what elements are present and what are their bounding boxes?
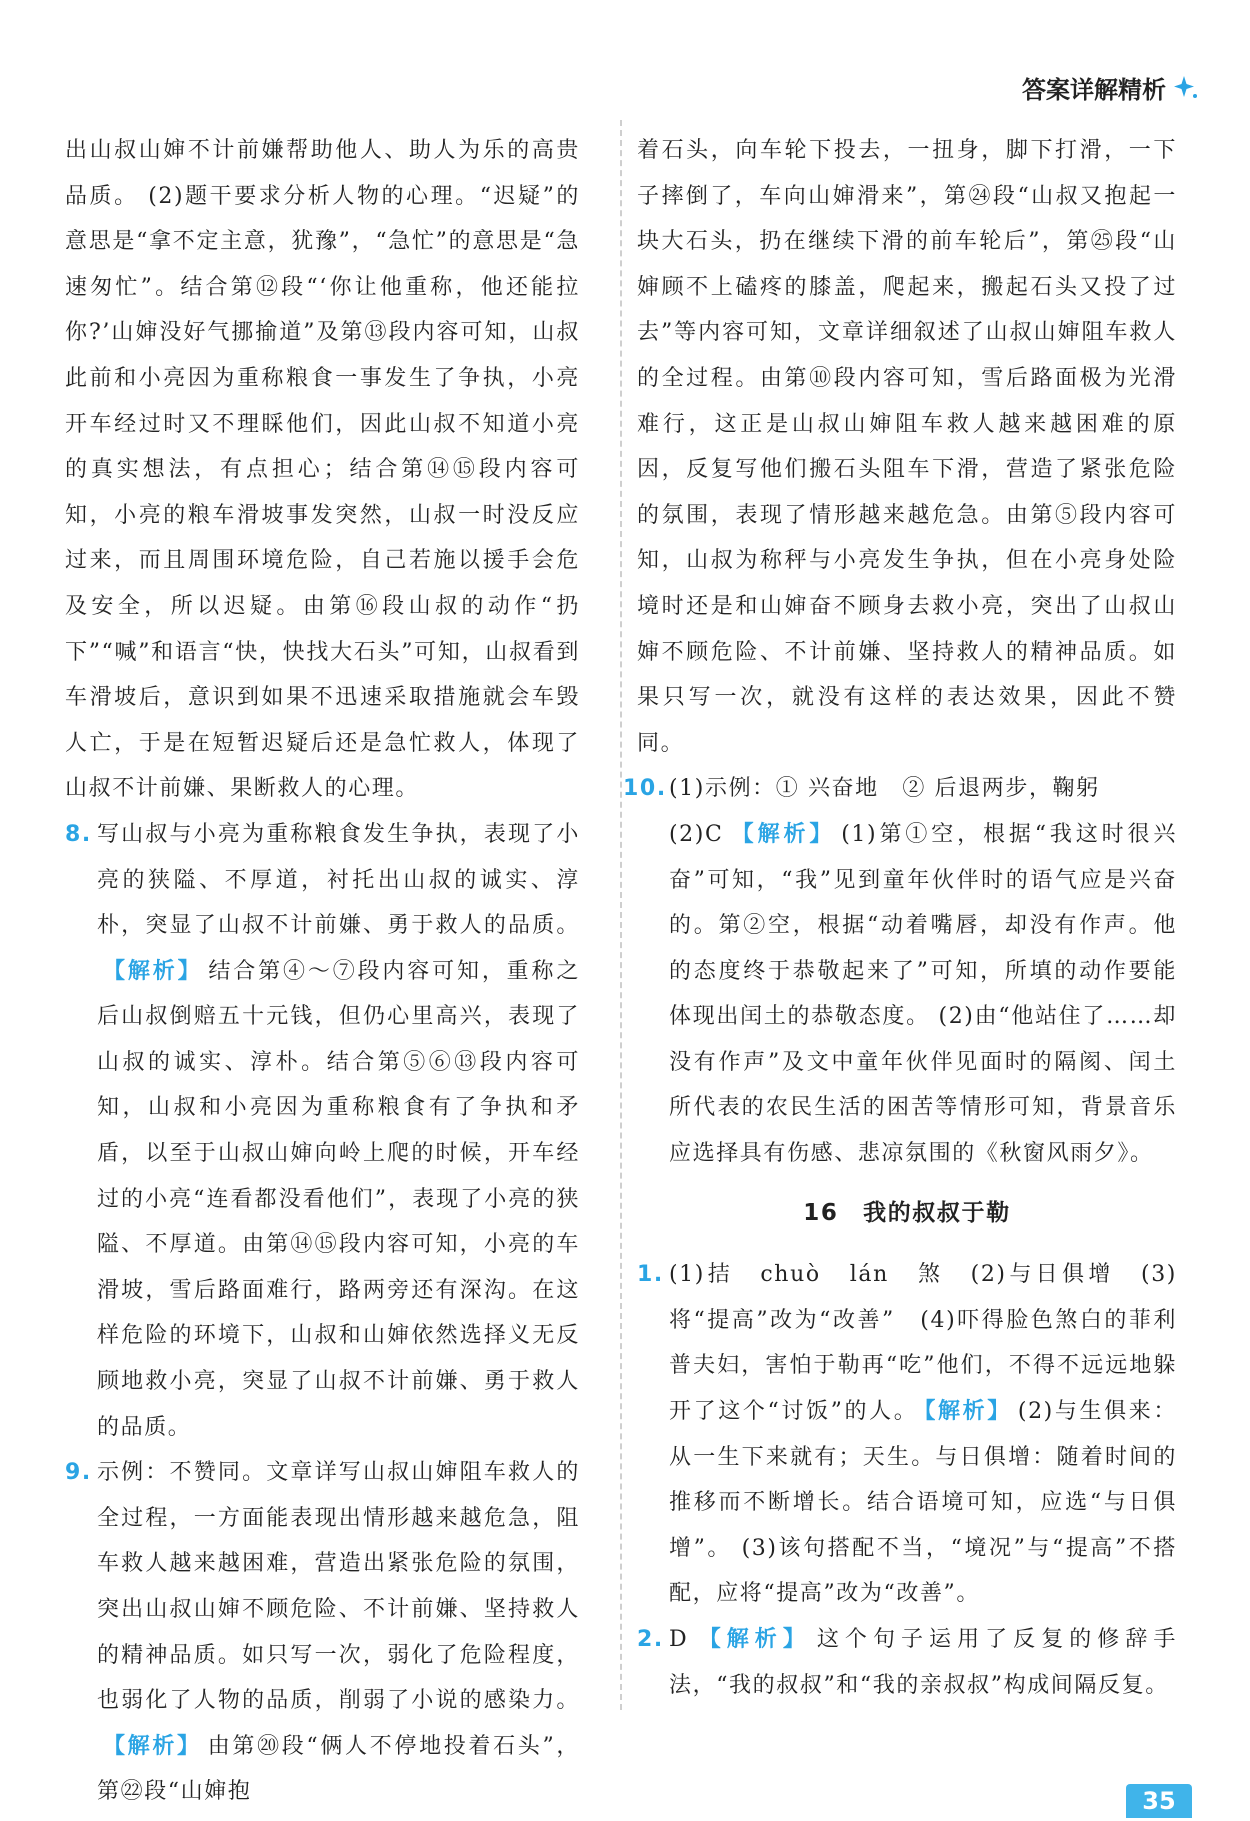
answer-9	[65, 1450, 580, 1815]
answer-7-continued: 出山叔山婶不计前嫌帮助他人、助人为乐的高贵品质。 (2)题干要求分析人物的心理。“迟疑”的意思是“拿不定主意，犹豫”，“急忙”的意思是“急速匆忙”。结合第⑫段“‘你让他重称，他还能拉你?’山婶没好气挪揄道”及第⑬段内容可知，山叔此前和小亮因为重称粮食一事发生了争执，小亮开车经过时又不理睬他们，因此山叔不知道小亮的真实想法，有点担心；结合第⑭⑮段内容可知，小亮的粮车滑坡事发突然，山叔一时没反应过来，而且周围环境危险，自己若施以援手会危及安全，所以迟疑。由第⑯段山叔的动作“扔下”“喊”和语言“快，快找大石头”可知，山叔看到车滑坡后，意识到如果不迅速采取措施就会车毁人亡，于是在短暂迟疑后还是急忙救人，体现了山叔不计前嫌、果断救人的心理。	[65, 138, 580, 802]
answer-text: (1)拮 chuò lán 煞 (2)与日俱增 (3)将“提高”改为“改善” (4)吓得脸色煞白的菲利普夫妇，害怕于勒再“吃”他们，不得不远远地躲开了这个“讨饭”的人。 【解析】 (2)与生俱来：从一生下来就有；天生。与日俱增：随着时间的推移而不断增长。结合语境可知，应选“与日俱增”。 (3)该句搭配不当，“境况”与“提高”不搭配，应将“提高”改为“改善”。	[669, 1262, 1177, 1607]
analysis-tag: 【解析】	[729, 821, 836, 847]
answer-8	[65, 812, 580, 1450]
analysis-tag: 【解析】	[924, 1399, 1012, 1425]
answer-text: (1)示例：① 兴奋地 ② 后退两步，鞠躬 (2)C 【解析】 (1)第①空，根据“我这时很兴奋”可知，“我”见到童年伙伴时的语气应是兴奋的。第②空，根据“动着嘴唇，却没有作声。他的态度终于恭敬起来了”可知，所填的动作要能体现出闰土的恭敬态度。 (2)由“他站住了……却没有作声”及文中童年伙伴见面时的隔阂、闰土所代表的农民生活的困苦等情形可知，背景音乐应选择具有伤感、悲凉氛围的《秋窗风雨夕》。	[669, 776, 1177, 1167]
page-number: 35	[1126, 1784, 1192, 1818]
answer-s2	[637, 1617, 1177, 1708]
answer-text: 示例：不赞同。文章详写山叔山婶阻车救人的全过程，一方面能表现出情形越来越危急，阻车救人越来越困难，营造出紧张危险的氛围，突出山叔山婶不顾危险、不计前嫌、坚持救人的精神品质。如只写一次，弱化了危险程度，也弱化了人物的品质，削弱了小说的感染力。【解析】 由第⑳段“俩人不停地投着石头”，第㉒段“山婶抱	[97, 1460, 580, 1805]
answer-text: 写山叔与小亮为重称粮食发生争执，表现了小亮的狭隘、不厚道，衬托出山叔的诚实、淳朴，突显了山叔不计前嫌、勇于救人的品质。【解析】 结合第④～⑦段内容可知，重称之后山叔倒赔五十元钱，但仍心里高兴，表现了山叔的诚实、淳朴。结合第⑤⑥⑬段内容可知，山叔和小亮因为重称粮食有了争执和矛盾，以至于山叔山婶向岭上爬的时候，开车经过的小亮“连看都没看他们”，表现了小亮的狭隘、不厚道。由第⑭⑮段内容可知，小亮的车滑坡，雪后路面难行，路两旁还有深沟。在这样危险的环境下，山叔和山婶依然选择义无反顾地救小亮，突显了山叔不计前嫌、勇于救人的品质。	[97, 821, 580, 1440]
analysis-tag: 【解析】	[103, 958, 203, 984]
answer-number: 8.	[65, 821, 92, 847]
sparkle-icon	[1172, 74, 1200, 102]
answer-number: 9.	[65, 1460, 92, 1486]
answer-s1	[637, 1252, 1177, 1617]
answer-10	[623, 766, 1177, 1176]
section-title: 16 我的叔叔于勒	[803, 1199, 1011, 1226]
right-column	[623, 128, 1177, 1708]
left-column	[65, 128, 580, 1815]
answer-9-continued: 着石头，向车轮下投去，一扭身，脚下打滑，一下子摔倒了，车向山婶滑来”，第㉔段“山叔又抱起一块大石头，扔在继续下滑的前车轮后”，第㉕段“山婶顾不上磕疼的膝盖，爬起来，搬起石头又投了过去”等内容可知，文章详细叙述了山叔山婶阻车救人的全过程。由第⑩段内容可知，雪后路面极为光滑难行，这正是山叔山婶阻车救人越来越困难的原因，反复写他们搬石头阻车下滑，营造了紧张危险的氛围，表现了情形越来越危急。由第⑤段内容可知，山叔为称秤与小亮发生争执，但在小亮身处险境时还是和山婶奋不顾身去救小亮，突出了山叔山婶不顾危险、不计前嫌、坚持救人的精神品质。如果只写一次，就没有这样的表达效果，因此不赞同。	[637, 138, 1177, 756]
column-divider	[620, 120, 622, 1710]
page-header	[1022, 70, 1200, 105]
answer-number: 1.	[637, 1262, 664, 1288]
answer-number: 2.	[637, 1627, 664, 1652]
answer-text: D 【解析】 这个句子运用了反复的修辞手法，“我的叔叔”和“我的亲叔叔”构成间隔反复。	[669, 1627, 1177, 1698]
analysis-tag: 【解析】	[694, 1627, 811, 1652]
analysis-tag: 【解析】	[103, 1733, 202, 1759]
header-title: 答案详解精析	[1022, 76, 1166, 104]
answer-number: 10.	[623, 776, 667, 802]
